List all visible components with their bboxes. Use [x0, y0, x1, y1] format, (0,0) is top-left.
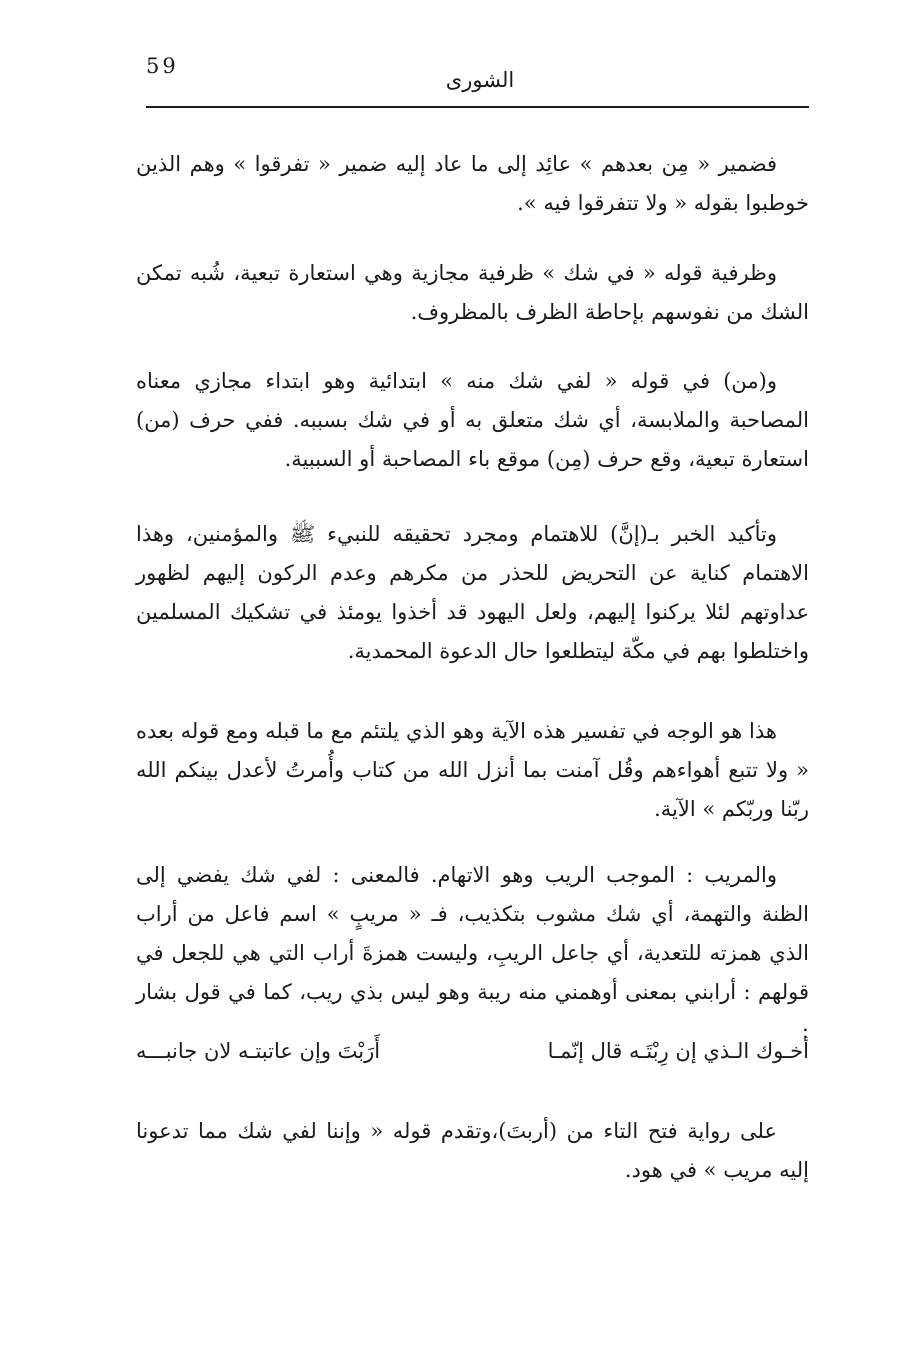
paragraph-4: وتأكيد الخبر بـ(إنَّ) للاهتمام ومجرد تحقيقه للنبيء ﷺ والمؤمنين، وهذا الاهتمام كناية عن التحريض للحذر من مكرهم وعدم الركون إليهم لظهور عداوتهم لئلا يركنوا إليهم، ولعل اليهود قد أخذوا يومئذ في تشكيك المسلمين واختلطوا بهم في مكّة ليتطلعوا حال الدعوة المحمدية.: [136, 522, 809, 663]
paragraph-1: فضمير « مِن بعدهم » عائِد إلى ما عاد إليه ضمير « تفرقوا » وهم الذين خوطبوا بقوله « ولا تتفرقوا فيه ».: [136, 152, 809, 215]
header-rule: [146, 106, 809, 108]
paragraph-5: هذا هو الوجه في تفسير هذه الآية وهو الذي يلتئم مع ما قبله ومع قوله بعده « ولا تتبع أهواءهم وقُل آمنت بما أنزل الله من كتاب وأُمرتُ لأعدل بينكم الله ربّنا وربّكم » الآية.: [136, 719, 809, 821]
closing-paragraph: على رواية فتح التاء من (أربتَ)،وتقدم قوله « وإننا لفي شك مما تدعونا إليه مريب » في هود.: [136, 1119, 809, 1182]
running-title: الشورى: [445, 68, 515, 92]
verse-first-hemistich: أخـوك الـذي إن رِبْتَـه قال إنّمـا: [547, 1039, 809, 1063]
poetry-verse: [136, 1032, 809, 1071]
verse-second-hemistich: أَرَبْتَ وإن عاتبتـه لان جانبـــه: [136, 1039, 381, 1063]
page-number: 59: [146, 54, 179, 78]
paragraph-3: و(من) في قوله « لفي شك منه » ابتدائية وهو ابتداء مجازي معناه المصاحبة والملابسة، أي شك متعلق به أو في شك بسببه. ففي حرف (من) استعارة تبعية، وقع حرف (مِن) موقع باء المصاحبة أو السببية.: [136, 369, 809, 471]
paragraph-6: والمريب : الموجب الريب وهو الاتهام. فالمعنى : لفي شك يفضي إلى الظنة والتهمة، أي شك مشوب بتكذيب، فـ « مريبٍ » اسم فاعل من أراب الذي همزته للتعدية، أي جاعل الريبِ، وليست همزةَ أراب التي هي للجعل في قولهم : أرابني بمعنى أوهمني منه ريبة وهو ليس بذي ريب، كما في قول بشار :: [136, 863, 809, 1043]
paragraph-2: وظرفية قوله « في شك » ظرفية مجازية وهي استعارة تبعية، شُبه تمكن الشك من نفوسهم بإحاطة الظرف بالمظروف.: [136, 261, 809, 324]
